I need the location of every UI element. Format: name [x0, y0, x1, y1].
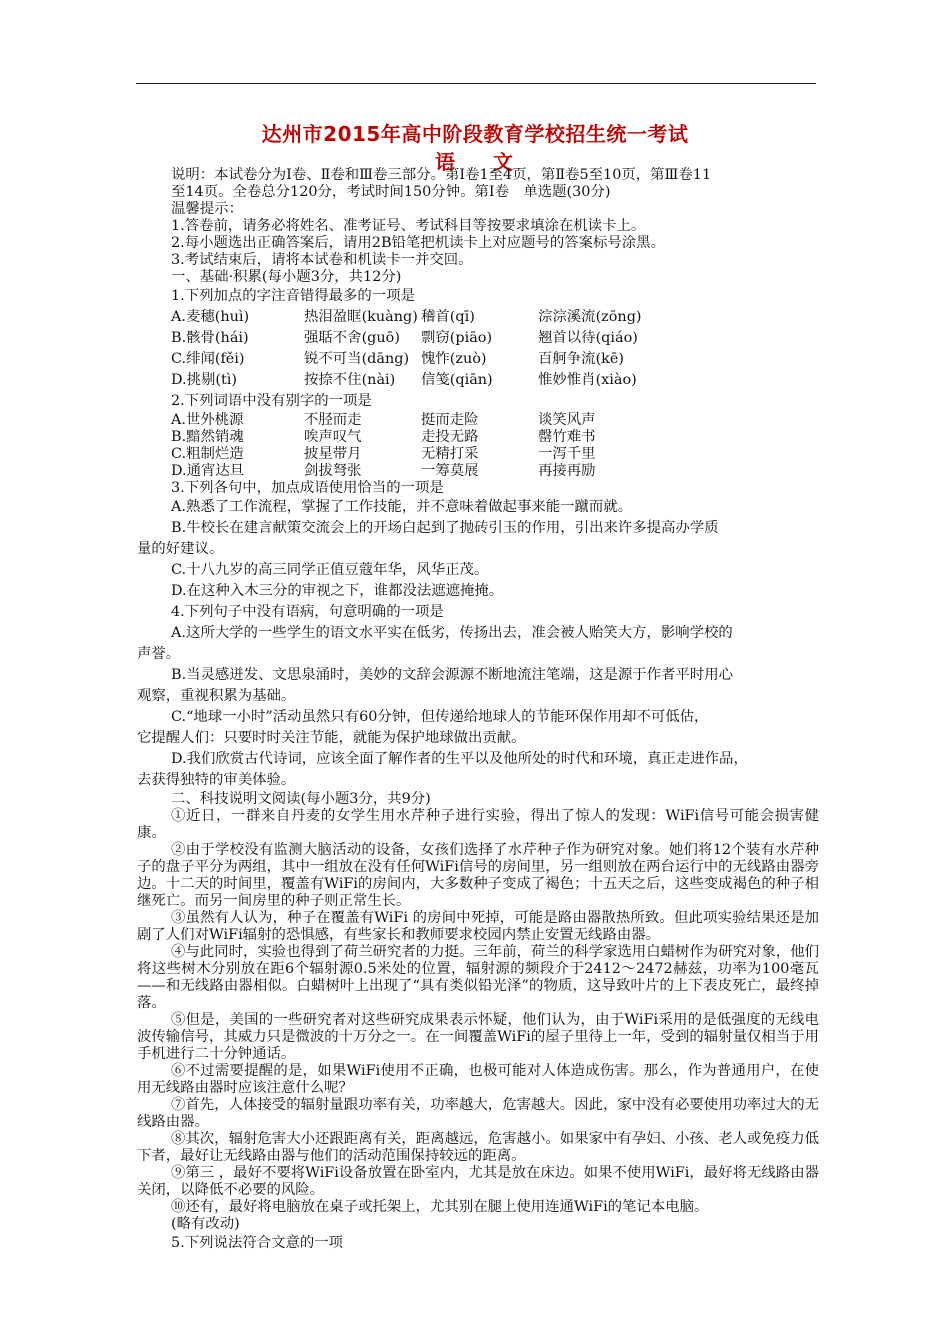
q4-option-d: D.我们欣赏古代诗词，应该全面了解作者的生平以及他所处的时代和环境，真正走进作品， [171, 751, 748, 767]
subject-title: 语文 [435, 150, 551, 174]
passage-paragraph-2: ②由于学校没有监测大脑活动的设备，女孩们选择了水芹种子作为研究对象。她们将12个装有水芹种子的盘子平分为两组，其中一组放在没有任何WiFi信号的房间里，另一组则放在两台运行中的无线路由器旁边。十二天的时间里，覆盖有WiFi的房间内，大多数种子变成了褐色；十五天之后，这些变成褐色的种子相继死亡。而另一间房里的种子则正常生长。 [137, 842, 819, 909]
q4-option-c: C.“地球一小时”活动虽然只有60分钟，但传递给地球人的节能环保作用却不可低估， [171, 709, 709, 725]
q4-option-d-cont: 去获得独特的审美体验。 [137, 772, 296, 788]
section1-heading: 一、基础·积累(每小题3分，共12分) [171, 269, 402, 285]
q1-stem: 1.下列加点的字注音错得最多的一项是 [171, 288, 415, 304]
passage-paragraph-5: ⑤但是，美国的一些研究者对这些研究成果表示怀疑，他们认为，由于WiFi采用的是低强度的无线电波传输信号，其威力只是微波的十万分之一。在一间覆盖WiFi的屋子里待上一年，受到的辐射量仅相当于用手机进行二十分钟通话。 [137, 1012, 819, 1062]
q1-option-c: C.绯闻(fěi) 锐不可当(dāng) 愧怍(zuò) 百舸争流(kē) [171, 351, 625, 367]
q2-option-c: C.粗制烂造 披星带月 无精打采 一泻千里 [171, 446, 596, 462]
q2-stem: 2.下列词语中没有别字的一项是 [171, 393, 372, 409]
tip-3: 3.考试结束后，请将本试卷和机读卡一并交回。 [171, 252, 473, 268]
passage-paragraph-1: ①近日，一群来自丹麦的女学生用水芹种子进行实验，得出了惊人的发现：WiFi信号可能会损害健康。 [137, 808, 819, 841]
q2-option-d: D.通宵达旦 剑拔弩张 一筹莫展 再接再励 [171, 463, 596, 479]
passage-paragraph-8: ⑧其次，辐射危害大小还跟距离有关，距离越远，危害越小。如果家中有孕妇、小孩、老人或免疫力低下者，最好让无线路由器与他们的活动范围保持较远的距离。 [137, 1131, 819, 1164]
q4-stem: 4.下列句子中没有语病，句意明确的一项是 [171, 604, 444, 620]
q4-option-a-cont: 声誉。 [137, 646, 181, 662]
q4-option-b-cont: 观察，重视积累为基础。 [137, 688, 296, 704]
passage-paragraph-10: ⑩还有，最好将电脑放在桌子或托架上，尤其别在腿上使用连通WiFi的笔记本电脑。 [171, 1199, 709, 1215]
passage-paragraph-3: ③虽然有人认为，种子在覆盖有WiFi 的房间中死掉，可能是路由器散热所致。但此项实验结果还是加剧了人们对WiFi辐射的恐惧感，有些家长和教师要求校园内禁止安置无线路由器。 [137, 910, 819, 943]
q3-option-c: C.十八九岁的高三同学正值豆蔻年华，风华正茂。 [171, 562, 489, 578]
q5-stem: 5.下列说法符合文意的一项 [171, 1235, 344, 1251]
q1-option-b: B.骸骨(hái) 强聒不舍(guō) 剽窃(piāo) 翘首以待(qiáo) [171, 330, 638, 346]
q4-option-b: B.当灵感迸发、文思泉涌时，美妙的文辞会源源不断地流注笔端，这是源于作者平时用心 [171, 667, 733, 683]
q4-option-c-cont: 它提醒人们：只要时时关注节能，就能为保护地球做出贡献。 [137, 730, 526, 746]
tip-1: 1.答卷前，请务必将姓名、准考证号、考试科目等按要求填涂在机读卡上。 [171, 218, 646, 234]
header-rule [136, 83, 816, 84]
q3-option-a: A.熟悉了工作流程，掌握了工作技能，并不意味着做起事来能一蹴而就。 [171, 499, 633, 515]
passage-note: (略有改动) [171, 1216, 240, 1232]
note-line-2: 至14页。全卷总分120分，考试时间150分钟。第Ⅰ卷 单选题(30分) [171, 184, 611, 200]
section2-heading: 二、科技说明文阅读(每小题3分，共9分) [171, 791, 431, 807]
q2-option-b: B.黯然销魂 唉声叹气 走投无路 罄竹难书 [171, 429, 596, 445]
q3-option-b: B.牛校长在建言献策交流会上的开场白起到了抛砖引玉的作用，引出来许多提高办学质 [171, 520, 719, 536]
passage-paragraph-6: ⑥不过需要提醒的是，如果WiFi使用不正确，也极可能对人体造成伤害。那么，作为普通用户，在使用无线路由器时应该注意什么呢？ [137, 1063, 819, 1096]
passage-paragraph-7: ⑦首先，人体接受的辐射量跟功率有关，功率越大，危害越大。因此，家中没有必要使用功率过大的无线路由器。 [137, 1097, 819, 1130]
exam-title: 达州市2015年高中阶段教育学校招生统一考试 [261, 122, 689, 146]
q2-option-a: A.世外桃源 不胫而走 挺而走险 谈笑风声 [171, 412, 596, 428]
q3-option-b-cont: 量的好建议。 [137, 541, 224, 557]
passage-paragraph-9: ⑨第三 ，最好不要将WiFi设备放置在卧室内，尤其是放在床边。如果不使用WiFi，最好将无线路由器关闭，以降低不必要的风险。 [137, 1165, 819, 1198]
q1-option-d: D.挑剔(tì) 按捺不住(nài) 信笺(qiān) 惟妙惟肖(xiào) [171, 372, 637, 388]
q1-option-a: A.麦穗(huì) 热泪盈眶(kuàng) 稽首(qī) 淙淙溪流(zōng) [171, 309, 642, 325]
exam-body [137, 167, 819, 1254]
passage-paragraph-4: ④与此同时，实验也得到了荷兰研究者的力挺。三年前，荷兰的科学家选用白蜡树作为研究对象，他们将这些树木分别放在距6个辐射源0.5米处的位置，辐射源的频段介于2412～2472赫兹，功率为100毫瓦——和无线路由器相似。白蜡树叶上出现了“具有类似铅光泽”的物质，这导致叶片的上下表皮死亡，最终掉落。 [137, 944, 819, 1011]
q3-option-d: D.在这种入木三分的审视之下，谁都没法遮遮掩掩。 [171, 583, 504, 599]
tips-title: 温馨提示： [171, 201, 243, 217]
tip-2: 2.每小题选出正确答案后，请用2B铅笔把机读卡上对应题号的答案标号涂黑。 [171, 235, 665, 251]
note-line-1: 说明：本试卷分为Ⅰ卷、Ⅱ卷和Ⅲ卷三部分。第Ⅰ卷1至4页，第Ⅱ卷5至10页，第Ⅲ卷11 [171, 167, 712, 183]
q4-option-a: A.这所大学的一些学生的语文水平实在低劣，传扬出去，准会被人贻笑大方，影响学校的 [171, 625, 733, 641]
q3-stem: 3.下列各句中，加点成语使用恰当的一项是 [171, 480, 444, 496]
